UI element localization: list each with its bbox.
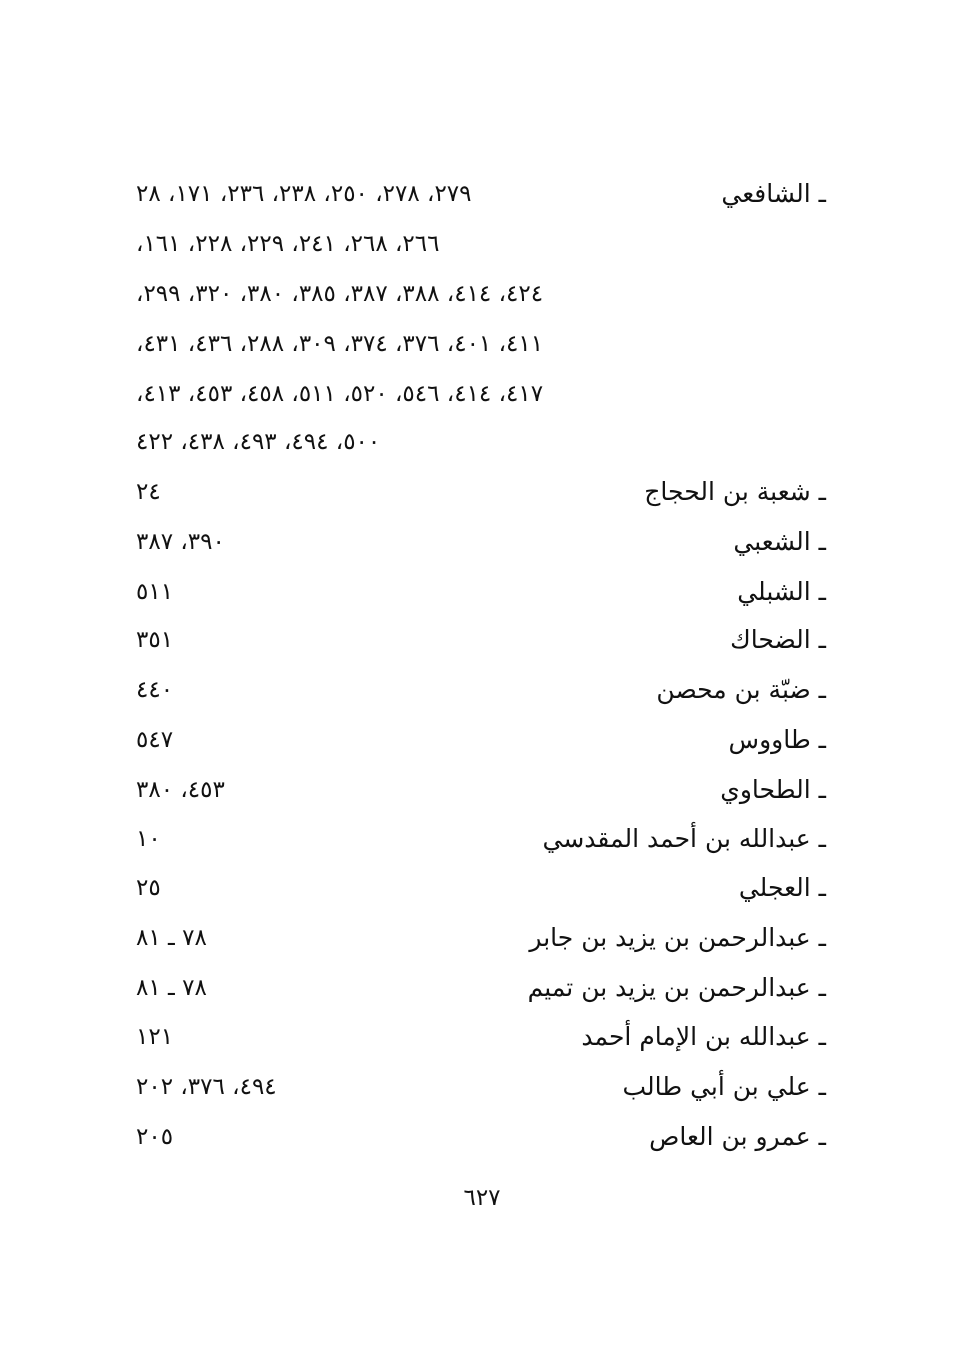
entry-pages: ٢٠٥ — [136, 1124, 174, 1150]
index-entry — [0, 522, 964, 562]
index-entry — [0, 819, 964, 859]
entry-pages: ٤٢٤، ٤١٤، ٣٨٨، ٣٨٧، ٣٨٥، ٣٨٠، ٣٢٠، ٢٩٩، — [136, 281, 544, 307]
entry-pages: ٥٠٠، ٤٩٤، ٤٩٣، ٤٣٨، ٤٢٢ — [136, 429, 381, 455]
index-entry-shafii — [0, 174, 964, 214]
page-number: ٦٢٧ — [463, 1185, 501, 1211]
entry-pages: ٣٥١ — [136, 627, 174, 653]
entry-pages: ٣٩٠، ٣٨٧ — [136, 529, 225, 555]
entry-pages: ٤٥٣، ٣٨٠ — [136, 777, 225, 803]
entry-name: ـ الشبلي — [737, 577, 826, 606]
index-entry — [0, 968, 964, 1008]
entry-name: ـ شعبة بن الحجاج — [644, 477, 826, 506]
entry-pages: ٤٤٠ — [136, 677, 174, 703]
index-entry — [0, 720, 964, 760]
entry-pages: ٤٩٤، ٣٧٦، ٢٠٢ — [136, 1074, 277, 1100]
entry-name: ـ الطحاوي — [720, 775, 826, 804]
entry-pages: ٥١١ — [136, 579, 174, 605]
index-entry — [0, 1067, 964, 1107]
index-entry — [0, 620, 964, 660]
entry-pages: ٢٦٦، ٢٦٨، ٢٤١، ٢٢٩، ٢٢٨، ١٦١، — [136, 231, 440, 257]
index-entry — [0, 670, 964, 710]
index-entry — [0, 918, 964, 958]
entry-name: ـ عبدالله بن أحمد المقدسي — [542, 824, 826, 853]
entry-name: ـ ضبّة بن محصن — [656, 675, 826, 704]
entry-pages: ٧٨ ـ ٨١ — [136, 975, 207, 1001]
index-entry — [0, 472, 964, 512]
entry-name: ـ عبدالله بن الإمام أحمد — [581, 1022, 826, 1051]
entry-pages: ٤١٧، ٤١٤، ٥٤٦، ٥٢٠، ٥١١، ٤٥٨، ٤٥٣، ٤١٣، — [136, 381, 544, 407]
entry-pages: ٢٧٩، ٢٧٨، ٢٥٠، ٢٣٨، ٢٣٦، ١٧١، ٢٨ — [136, 181, 472, 207]
entry-pages: ٢٤ — [136, 479, 161, 505]
entry-name: ـ علي بن أبي طالب — [622, 1072, 826, 1101]
entry-pages: ٧٨ ـ ٨١ — [136, 925, 207, 951]
index-entry-shafii-cont-4 — [0, 374, 964, 414]
entry-pages: ٢٥ — [136, 875, 161, 901]
index-entry-shafii-cont-3 — [0, 324, 964, 364]
index-entry — [0, 1117, 964, 1157]
entry-name: ـ العجلي — [738, 873, 826, 902]
entry-name: ـ عبدالرحمن بن يزيد بن تميم — [527, 973, 826, 1002]
entry-name: ـ عبدالرحمن بن يزيد بن جابر — [529, 923, 826, 952]
index-entry — [0, 770, 964, 810]
index-entry — [0, 1017, 964, 1057]
entry-name: ـ الشافعي — [721, 179, 826, 208]
entry-name: ـ عمرو بن العاص — [649, 1122, 826, 1151]
entry-pages: ١٠ — [136, 826, 161, 852]
entry-pages: ٥٤٧ — [136, 727, 174, 753]
index-entry-shafii-cont-5 — [0, 422, 964, 462]
index-entry-shafii-cont-2 — [0, 274, 964, 314]
entry-pages: ١٢١ — [136, 1024, 174, 1050]
index-entry-shafii-cont-1 — [0, 224, 964, 264]
entry-name: ـ طاووس — [728, 725, 826, 754]
entry-name: ـ الشعبي — [733, 527, 826, 556]
index-entry — [0, 572, 964, 612]
entry-pages: ٤١١، ٤٠١، ٣٧٦، ٣٧٤، ٣٠٩، ٢٨٨، ٤٣٦، ٤٣١، — [136, 331, 544, 357]
entry-name: ـ الضحاك — [730, 625, 826, 654]
index-entry — [0, 868, 964, 908]
